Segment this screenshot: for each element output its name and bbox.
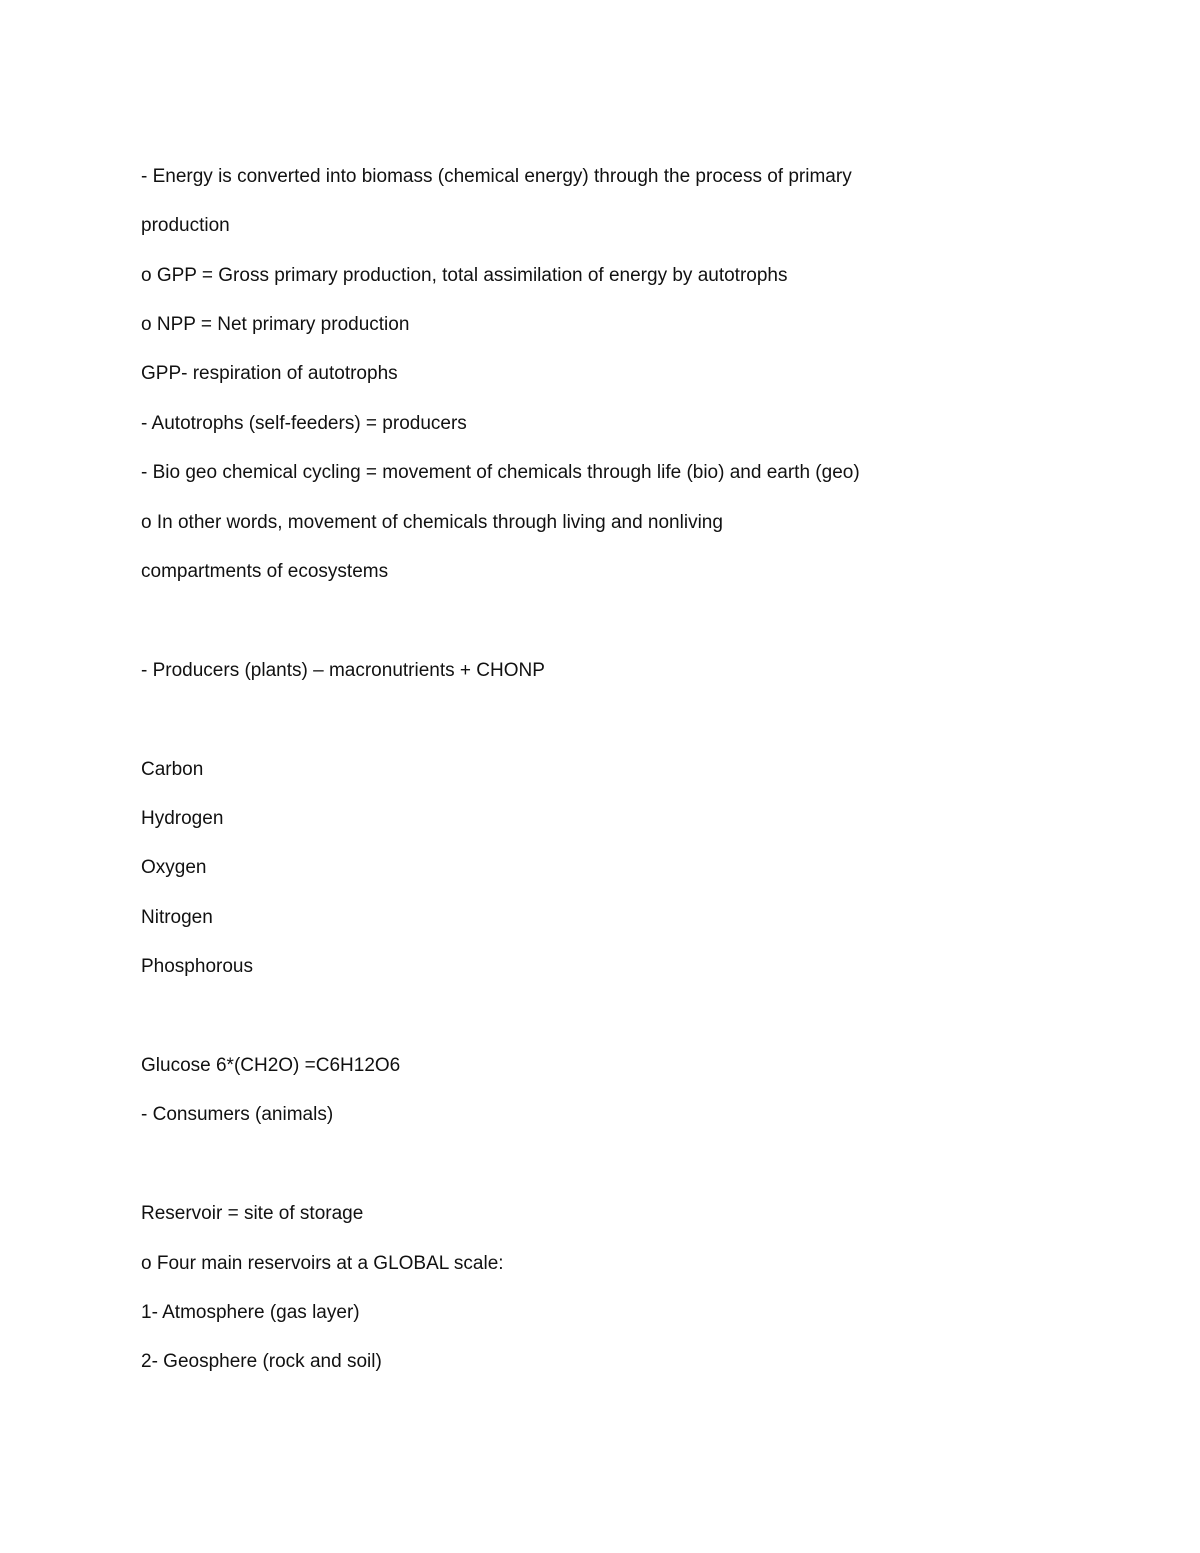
text-line-reservoir: Reservoir = site of storage [141,1203,364,1224]
text-line-producers: - Producers (plants) – macronutrients + CHONP [141,660,545,681]
text-line-hydrogen: Hydrogen [141,808,224,829]
text-line-gpp: o GPP = Gross primary production, total assimilation of energy by autotrophs [141,265,788,286]
text-line-nitrogen: Nitrogen [141,907,213,928]
text-line-geosphere: 2- Geosphere (rock and soil) [141,1351,382,1372]
text-line-autotrophs: - Autotrophs (self-feeders) = producers [141,413,467,434]
text-line-carbon: Carbon [141,759,204,780]
text-line-energy-conversion: - Energy is converted into biomass (chemical energy) through the process of primary [141,166,852,187]
text-line-biogeochemical-cycling: - Bio geo chemical cycling = movement of chemicals through life (bio) and earth (geo) [141,462,860,483]
text-line-atmosphere: 1- Atmosphere (gas layer) [141,1302,360,1323]
text-line-compartments: compartments of ecosystems [141,561,389,582]
text-line-in-other-words: o In other words, movement of chemicals through living and nonliving [141,512,723,533]
text-line-npp: o NPP = Net primary production [141,314,410,335]
text-line-production: production [141,215,230,236]
text-line-gpp-respiration: GPP- respiration of autotrophs [141,363,398,384]
text-line-glucose: Glucose 6*(CH2O) =C6H12O6 [141,1055,401,1076]
text-line-four-reservoirs: o Four main reservoirs at a GLOBAL scale: [141,1253,504,1274]
text-line-consumers: - Consumers (animals) [141,1104,334,1125]
text-line-oxygen: Oxygen [141,857,207,878]
text-line-phosphorous: Phosphorous [141,956,253,977]
